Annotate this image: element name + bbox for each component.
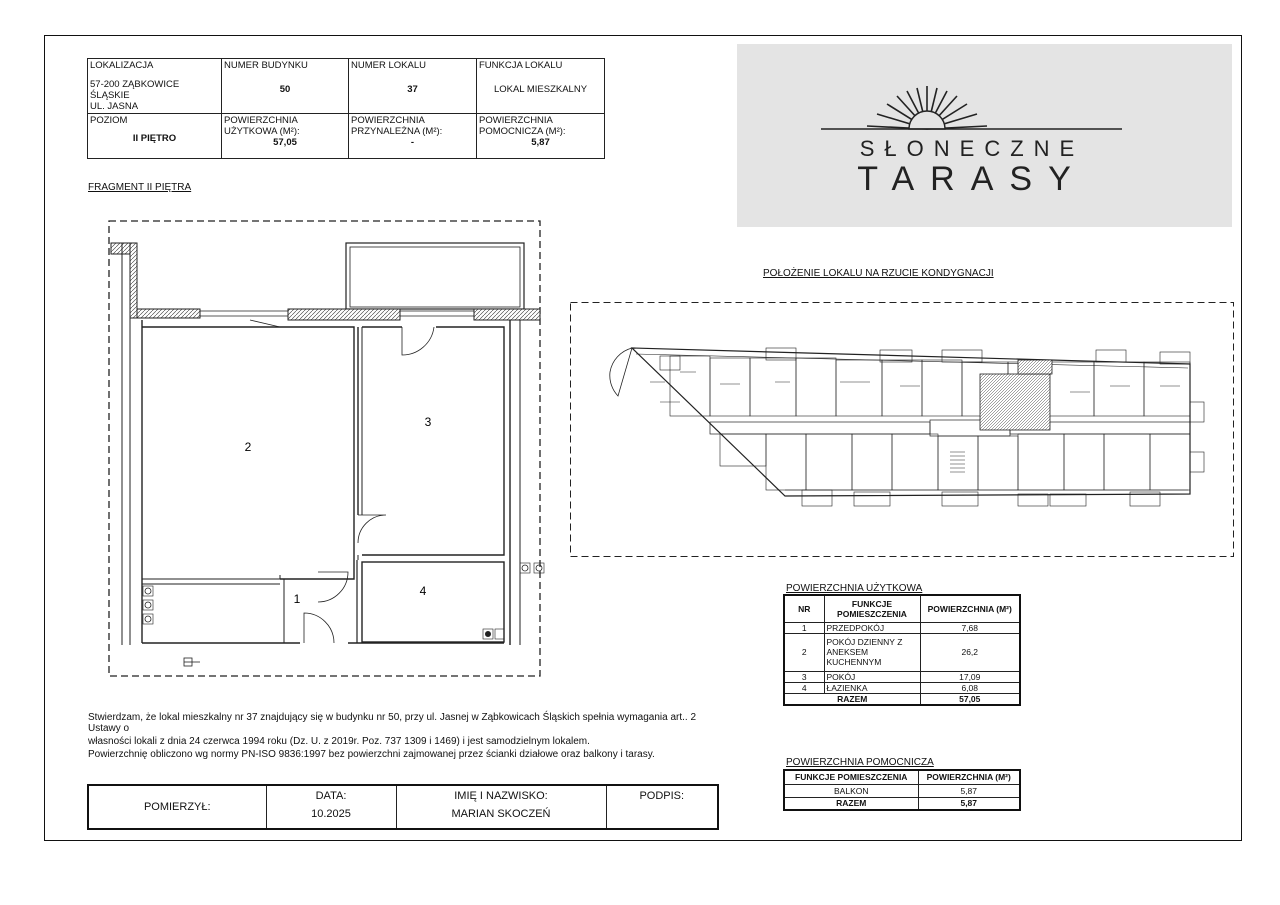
pow-uzytkowa-label2: UŻYTKOWA (M²): [224,126,300,137]
numer-lokalu-label: NUMER LOKALU [351,60,426,71]
numer-budynku-label: NUMER BUDYNKU [224,60,308,71]
floor-plan [100,215,550,680]
lokalizacja-line1: 57-200 ZĄBKOWICE ŚLĄSKIE [90,79,180,101]
row-nr: 2 [784,633,824,671]
total-value: 57,05 [920,693,1020,705]
row-name-line1: POKÓJ DZIENNY Z [826,637,903,647]
total-row [784,693,1020,705]
imie-label: IMIĘ I NAZWISKO: [454,790,548,802]
row-nr: 3 [784,671,824,682]
row-name: POKÓJ [824,671,920,682]
logo-line1: SŁONECZNE [859,136,1085,161]
imie-value: MARIAN SKOCZEŃ [451,808,551,820]
poziom-cell [88,114,222,159]
row-area: 7,68 [920,622,1020,633]
statement-line2: własności lokali z dnia 24 czerwca 1994 roku (Dz. U. z 2019r. Poz. 737 1309 i 1469) i jest samodzielnym lokalem. [88,736,590,747]
funkcja-lokalu-label: FUNKCJA LOKALU [479,60,563,71]
poziom-value: II PIĘTRO [132,133,177,144]
aux-col-func: FUNKCJE POMIESZCZENIA [784,770,918,784]
row-name-line3: KUCHENNYM [826,657,882,667]
logo-panel [737,44,1232,227]
logo-line2: TARASY [857,160,1087,198]
aux-row-name: BALKON [784,784,918,797]
row-nr: 4 [784,682,824,693]
statement-line3: Powierzchnię obliczono wg normy PN-ISO 9836:1997 bez powierzchni zajmowanej przez ścianki działowe oraz balkony i tarasy. [88,749,655,760]
pow-pomocnicza-label1: POWIERZCHNIA [479,115,553,126]
aux-row-area: 5,87 [918,784,1020,797]
room-4-label: 4 [419,584,427,598]
row-area: 26,2 [920,633,1020,671]
numer-lokalu-value: 37 [407,84,418,95]
table-row [784,622,1020,633]
col-func1: FUNKCJE [851,598,893,609]
row-name: ŁAZIENKA [824,682,920,693]
room-1-label: 1 [293,592,301,606]
numer-budynku-cell [222,59,349,114]
aux-total-value: 5,87 [918,797,1020,810]
pow-uzytkowa-label1: POWIERZCHNIA [224,115,298,126]
pow-pomocnicza-cell [477,114,605,159]
room-3-label: 3 [424,415,432,429]
signature-table [87,784,719,830]
pow-uzytkowa-cell [222,114,349,159]
col-nr: NR [784,595,824,622]
table-row [784,682,1020,693]
usable-area-title: POWIERZCHNIA UŻYTKOWA [786,583,923,594]
aux-col-area: POWIERZCHNIA (M²) [918,770,1020,784]
table-row [784,671,1020,682]
pow-przynalezna-value: - [410,137,415,148]
numer-budynku-value: 50 [279,84,291,95]
podpis-cell [606,785,718,829]
total-row [784,797,1020,810]
pow-uzytkowa-value: 57,05 [273,137,297,148]
row-name [824,633,920,671]
lokalizacja-label: LOKALIZACJA [90,60,154,71]
aux-total-label: RAZEM [784,797,918,810]
funkcja-lokalu-value: LOKAL MIESZKALNY [493,84,588,95]
aux-area-title: POWIERZCHNIA POMOCNICZA [786,757,934,768]
poziom-label: POZIOM [90,115,128,126]
numer-lokalu-cell [349,59,477,114]
total-label: RAZEM [784,693,920,705]
statement-line1: Stwierdzam, że lokal mieszkalny nr 37 znajdujący się w budynku nr 50, przy ul. Jasnej w Ząbkowicach Śląskich spełnia wymagania art.. 2 Ustawy o [88,712,697,734]
room-2-label: 2 [244,440,252,454]
usable-area-table [783,594,1021,706]
building-location-plan [570,302,1234,557]
statement-block [88,712,728,760]
location-title: POŁOŻENIE LOKALU NA RZUCIE KONDYGNACJI [763,268,994,279]
col-area: POWIERZCHNIA (M²) [920,595,1020,622]
table-row [784,784,1020,797]
sun-logo-icon [737,44,1232,227]
imie-cell [396,785,606,829]
data-cell [266,785,396,829]
data-label: DATA: [315,790,347,802]
pomierzyl-label: POMIERZYŁ: [88,785,266,829]
podpis-label: PODPIS: [639,790,685,802]
table-row [784,633,1020,671]
lokalizacja-cell [88,59,222,114]
header-table [87,58,605,159]
aux-area-table [783,769,1021,811]
col-func [824,595,920,622]
pow-przynalezna-label2: PRZYNALEŻNA (M²): [351,126,443,137]
pow-pomocnicza-value: 5,87 [531,137,550,148]
row-area: 6,08 [920,682,1020,693]
data-value: 10.2025 [311,808,351,820]
row-name: PRZEDPOKÓJ [824,622,920,633]
funkcja-lokalu-cell [477,59,605,114]
row-area: 17,09 [920,671,1020,682]
lokalizacja-line2: UL. JASNA [90,101,139,112]
col-func2: POMIESZCZENIA [837,608,907,619]
pow-przynalezna-cell [349,114,477,159]
pow-przynalezna-label1: POWIERZCHNIA [351,115,425,126]
row-nr: 1 [784,622,824,633]
row-name-line2: ANEKSEM [826,647,869,657]
fragment-label: FRAGMENT II PIĘTRA [88,182,192,193]
pow-pomocnicza-label2: POMOCNICZA (M²): [479,126,566,137]
